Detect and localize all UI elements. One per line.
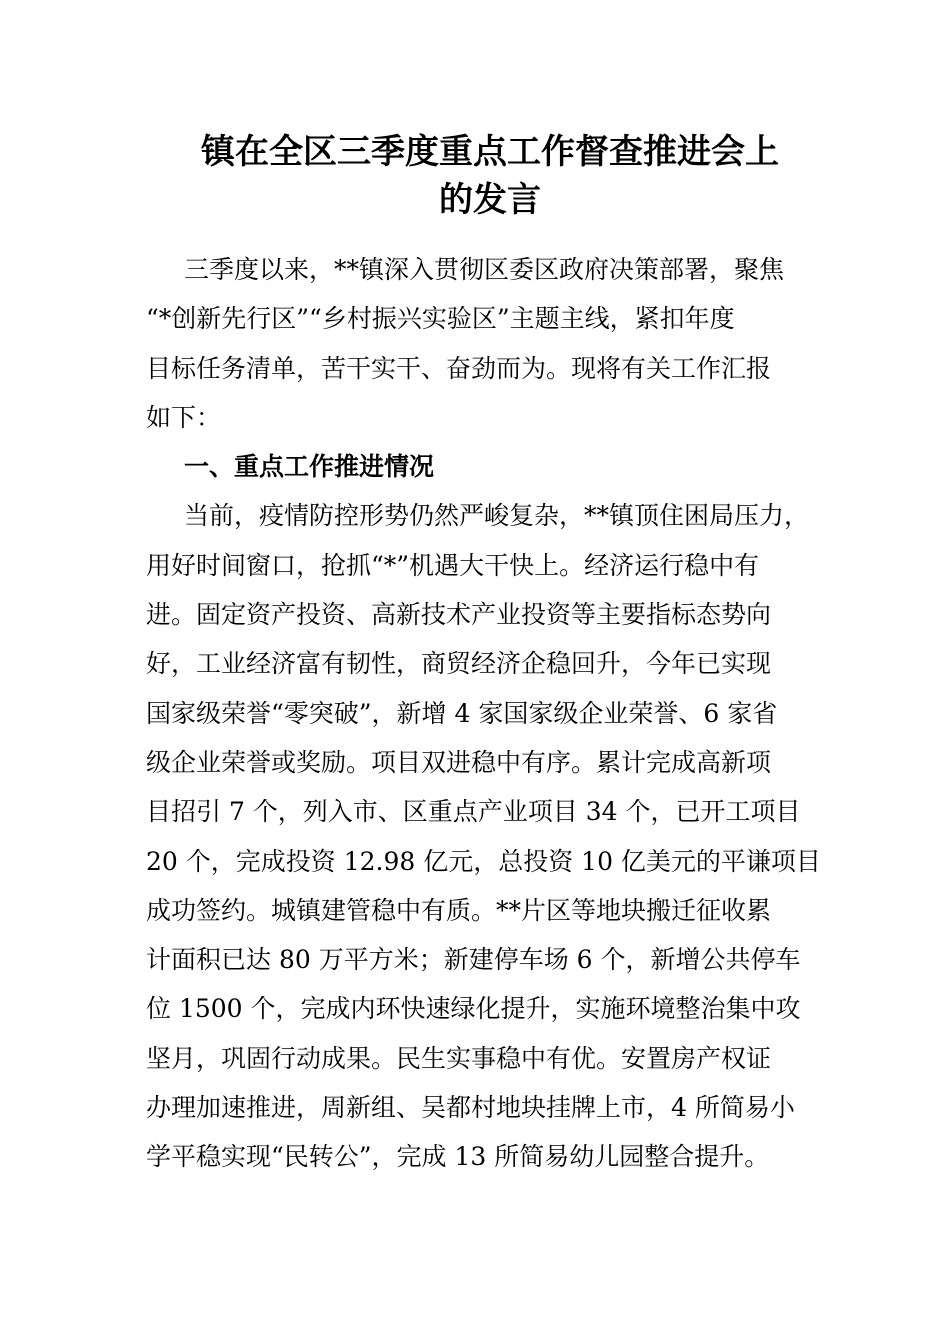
paragraph-line: 20 个，完成投资 12.98 亿元，总投资 10 亿美元的平谦项目: [146, 846, 821, 876]
paragraph-line: 如下：: [146, 402, 222, 432]
paragraph-line: 位 1500 个，完成内环快速绿化提升，实施环境整治集中攻: [146, 994, 801, 1024]
paragraph-line: 国家级荣誉“零突破”，新增 4 家国家级企业荣誉、6 家省: [146, 698, 778, 728]
paragraph-line: 计面积已达 80 万平方米；新建停车场 6 个，新增公共停车: [146, 945, 801, 975]
section-heading: 一、重点工作推进情况: [184, 452, 435, 482]
paragraph-line: “*创新先行区”“乡村振兴实验区”主题主线，紧扣年度: [146, 304, 735, 334]
title-line: 的发言: [439, 180, 541, 220]
paragraph-line: 好，工业经济富有韧性，商贸经济企稳回升，今年已实现: [146, 649, 772, 679]
intro-paragraph: [146, 245, 810, 442]
paragraph-line: 学平稳实现“民转公”，完成 13 所简易幼儿园整合提升。: [146, 1142, 770, 1172]
document-title: [140, 128, 840, 224]
section-paragraph: [146, 491, 821, 1181]
paragraph-line: 用好时间窗口，抢抓“*”机遇大干快上。经济运行稳中有: [146, 550, 760, 580]
title-line: 镇在全区三季度重点工作督查推进会上: [201, 132, 779, 172]
paragraph-line: 办理加速推进，周新组、吴都村地块挂牌上市，4 所简易小: [146, 1093, 795, 1123]
paragraph-line: 目标任务清单，苦干实干、奋劲而为。现将有关工作汇报: [146, 353, 772, 383]
paragraph-line: 三季度以来，**镇深入贯彻区委区政府决策部署，聚焦: [184, 255, 785, 284]
document-body: [146, 245, 821, 1182]
paragraph-line: 成功签约。城镇建管稳中有质。**片区等地块搬迁征收累: [146, 895, 772, 925]
paragraph-line: 坚月，巩固行动成果。民生实事稳中有优。安置房产权证: [146, 1043, 772, 1073]
paragraph-line: 当前，疫情防控形势仍然严峻复杂，**镇顶住困局压力，: [184, 501, 810, 531]
paragraph-line: 进。固定资产投资、高新技术产业投资等主要指标态势向: [146, 600, 772, 630]
paragraph-line: 目招引 7 个，列入市、区重点产业项目 34 个，已开工项目: [146, 797, 801, 827]
paragraph-line: 级企业荣誉或奖励。项目双进稳中有序。累计完成高新项: [146, 747, 772, 777]
